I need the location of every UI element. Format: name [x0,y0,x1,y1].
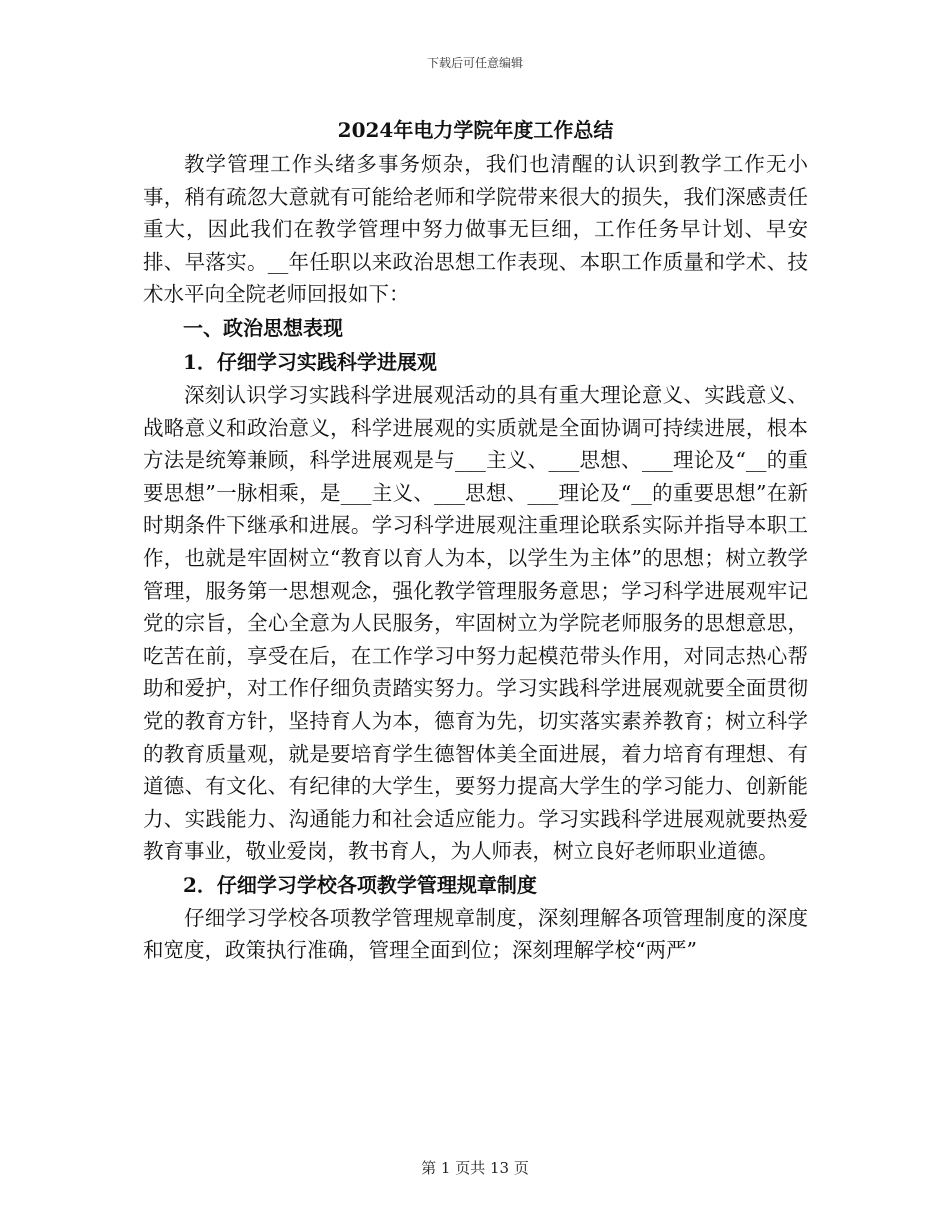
document-title: 2024年电力学院年度工作总结 [337,118,614,142]
subsection-heading-1: 1．仔细学习实践科学进展观 [183,349,437,374]
subsection-2-paragraph: 仔细学习学校各项教学管理规章制度，深刻理解各项管理制度的深度和宽度，政策执行准确，管理全面到位；深刻理解学校“两严” [143,905,808,963]
document-body [143,112,808,967]
section-heading-political: 一、政治思想表现 [183,315,343,340]
subsection-heading-2: 2．仔细学习学校各项教学管理规章制度 [183,872,537,897]
subsection-1-paragraph: 深刻认识学习实践科学进展观活动的具有重大理论意义、实践意义、战略意义和政治意义，科学进展观的实质就是全面协调可持续进展，根本方法是统筹兼顾，科学进展观是与___主义、___思想、___理论及“__的重要思想”一脉相乘，是___主义、___思想、___理论及“__的重要思想”在新时期条件下继承和进展。学习科学进展观注重理论联系实际并指导本职工作，也就是牢固树立“教育以育人为本，以学生为主体”的思想；树立教学管理，服务第一思想观念，强化教学管理服务意思；学习科学进展观牢记党的宗旨，全心全意为人民服务，牢固树立为学院老师服务的思想意思，吃苦在前，享受在后，在工作学习中努力起模范带头作用，对同志热心帮助和爱护，对工作仔细负责踏实努力。学习实践科学进展观就要全面贯彻党的教育方针，坚持育人为本，德育为先，切实落实素养教育；树立科学的教育质量观，就是要培育学生德智体美全面进展，着力培育有理想、有道德、有文化、有纪律的大学生，要努力提高大学生的学习能力、创新能力、实践能力、沟通能力和社会适应能力。学习实践科学进展观就要热爱教育事业，敬业爱岗，教书育人，为人师表，树立良好老师职业道德。 [143,382,808,864]
page-footer: 第 1 页共 13 页 [421,1159,529,1177]
intro-paragraph: 教学管理工作头绪多事务烦杂，我们也清醒的认识到教学工作无小事，稍有疏忽大意就有可能给老师和学院带来很大的损失，我们深感责任重大，因此我们在教学管理中努力做事无巨细，工作任务早计划、早安排、早落实。__年任职以来政治思想工作表现、本职工作质量和学术、技术水平向全院老师回报如下： [143,152,808,307]
header-note: 下载后可任意编辑 [426,56,523,70]
